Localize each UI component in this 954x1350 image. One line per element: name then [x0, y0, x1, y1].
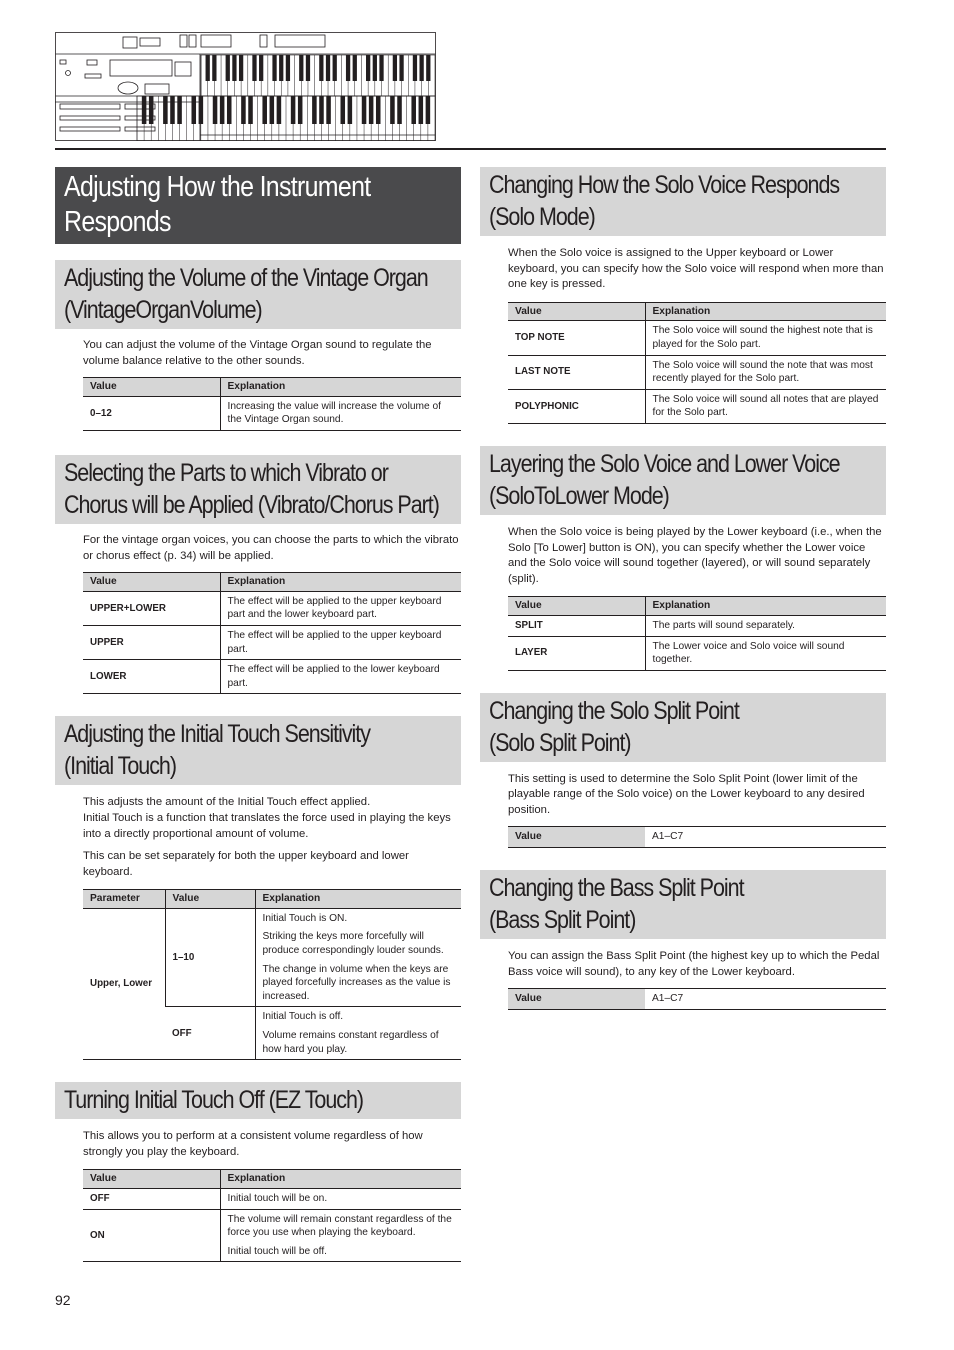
table-row: ON The volume will remain constant regardless of the force you use when playing the keyboard. Initial touch will be off. — [83, 1209, 461, 1262]
page-number: 92 — [55, 1292, 71, 1308]
solo-mode-heading: Changing How the Solo Voice Responds (Solo Mode) — [480, 167, 886, 236]
touch-heading: Adjusting the Initial Touch Sensitivity (Initial Touch) — [55, 716, 461, 785]
table-row: UPPER+LOWER The effect will be applied to the upper keyboard part and the lower keyboard part. — [83, 591, 461, 625]
table-row: POLYPHONIC The Solo voice will sound all notes that are played for the Solo part. — [508, 389, 886, 423]
solo-split-table: Value A1–C7 — [508, 826, 886, 848]
ez-heading: Turning Initial Touch Off (EZ Touch) — [55, 1082, 461, 1119]
left-column — [55, 167, 461, 1262]
ez-body: This allows you to perform at a consistent volume regardless of how strongly you play the keyboard. — [83, 1130, 423, 1158]
touch-body: This adjusts the amount of the Initial Touch effect applied. Initial Touch is a function that translates the force used in playing the keys into a directly proportional amount of volume. This can be set separately for both the upper keyboard and lower keyboard. — [83, 796, 451, 878]
vibrato-table: Value Explanation UPPER+LOWER The effect will be applied to the upper keyboard part and the lower keyboard part. UPPER The effect will be applied to the upper keyboard part. LOWER The effect will be applied to the lower keyboard part. — [83, 572, 461, 694]
vintage-heading: Adjusting the Volume of the Vintage Organ (VintageOrganVolume) — [55, 260, 461, 329]
bass-split-heading: Changing the Bass Split Point (Bass Split Point) — [480, 870, 886, 939]
vintage-table: Value Explanation 0–12 Increasing the value will increase the volume of the Vintage Organ sound. — [83, 377, 461, 431]
vintage-body: You can adjust the volume of the Vintage Organ sound to regulate the volume balance relative to the other sounds. — [83, 339, 432, 367]
organ-panel-illustration — [55, 32, 436, 141]
touch-table: Parameter Value Explanation Upper, Lower 1–10 Initial Touch is ON. Striking the keys more forcefully will produce correspondingly louder sounds. The change in volume when the keys are played forcefully increases as the value is increased. OFF Initial Touch is off. Volume remains constant regardless of how hard you play. — [83, 889, 461, 1060]
table-row: TOP NOTE The Solo voice will sound the highest note that is played for the Solo part. — [508, 321, 886, 355]
table-row: LAST NOTE The Solo voice will sound the note that was most recently played for the Solo part. — [508, 355, 886, 389]
table-row: LAYER The Lower voice and Solo voice will sound together. — [508, 636, 886, 670]
table-row: UPPER The effect will be applied to the upper keyboard part. — [83, 625, 461, 659]
header-rule — [55, 148, 886, 150]
table-row: Upper, Lower 1–10 Initial Touch is ON. Striking the keys more forcefully will produce correspondingly louder sounds. The change in volume when the keys are played forcefully increases as the value is increased. — [83, 908, 461, 1007]
solo-mode-table: Value Explanation TOP NOTE The Solo voice will sound the highest note that is played for the Solo part. LAST NOTE The Solo voice will sound the note that was most recently played for the Solo part. POLYPHONIC The Solo voice will sound all notes that are played for the Solo part. — [508, 302, 886, 424]
solo-split-body: This setting is used to determine the Solo Split Point (lower limit of the playable range of the Solo voice) on the Lower keyboard to any desired position. — [508, 772, 865, 816]
vibrato-body: For the vintage organ voices, you can choose the parts to which the vibrato or chorus effect (p. 34) will be applied. — [83, 533, 459, 562]
main-heading: Adjusting How the Instrument Responds — [55, 167, 461, 244]
layering-table: Value Explanation SPLIT The parts will sound separately. LAYER The Lower voice and Solo voice will sound together. — [508, 596, 886, 670]
bass-split-table: Value A1–C7 — [508, 988, 886, 1010]
solo-mode-body: When the Solo voice is assigned to the Upper keyboard or Lower keyboard, you can specify how the Solo voice will respond when more than one key is pressed. — [508, 247, 884, 291]
bass-split-body: You can assign the Bass Split Point (the highest key up to which the Pedal Bass voice will sound), to any key of the Lower keyboard. — [508, 950, 880, 978]
table-row: OFF Initial touch will be on. — [83, 1189, 461, 1210]
layering-body: When the Solo voice is being played by the Lower keyboard (i.e., when the Solo [To Lower] button is ON), you can specify whether the Lower voice and the Solo voice will sound together (layered), or will sound separately (split). — [508, 525, 882, 585]
ez-table: Value Explanation OFF Initial touch will be on. ON The volume will remain constant regardless of the force you use when playing the keyboard. Initial touch will be off. — [83, 1169, 461, 1262]
right-column — [480, 167, 886, 1010]
table-row: SPLIT The parts will sound separately. — [508, 615, 886, 636]
table-row: LOWER The effect will be applied to the lower keyboard part. — [83, 660, 461, 694]
vibrato-heading: Selecting the Parts to which Vibrato or Chorus will be Applied (Vibrato/Chorus Part) — [55, 455, 461, 524]
table-row: 0–12 Increasing the value will increase the volume of the Vintage Organ sound. — [83, 396, 461, 430]
layering-heading: Layering the Solo Voice and Lower Voice (SoloToLower Mode) — [480, 446, 886, 515]
solo-split-heading: Changing the Solo Split Point (Solo Split Point) — [480, 693, 886, 762]
table-row: OFF Initial Touch is off. Volume remains constant regardless of how hard you play. — [83, 1007, 461, 1060]
